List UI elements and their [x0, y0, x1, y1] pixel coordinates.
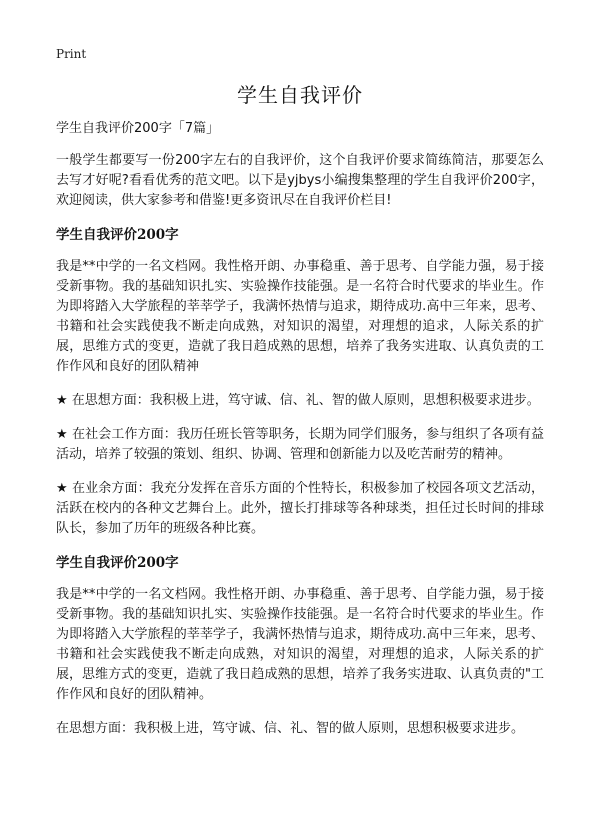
section-1 — [56, 225, 544, 539]
section-paragraph: 在思想方面：我积极上进，笃守诚、信、礼、智的做人原则，思想积极要求进步。 — [56, 721, 525, 736]
section-heading: 学生自我评价200字 — [56, 227, 179, 243]
document-subtitle: 学生自我评价200字「7篇」 — [56, 121, 220, 136]
section-paragraph: ★ 在社会工作方面：我历任班长管等职务，长期为同学们服务，参与组织了各项有益活动，培养了较强的策划、组织、协调、管理和创新能力以及吃苦耐劳的精神。 — [56, 427, 544, 462]
document-body — [56, 119, 544, 753]
print-link[interactable]: Print — [56, 47, 87, 61]
intro-paragraph: 一般学生都要写一份200字左右的自我评价，这个自我评价要求简练简洁，那要怎么去写才好呢?看看优秀的范文吧。以下是yjbys小编搜集整理的学生自我评价200字，欢迎阅读，供大家参考和借鉴!更多资讯尽在自我评价栏目! — [56, 153, 544, 208]
section-2 — [56, 553, 544, 739]
section-heading: 学生自我评价200字 — [56, 555, 179, 571]
section-paragraph: ★ 在业余方面：我充分发挥在音乐方面的个性特长，积极参加了校园各项文艺活动，活跃在校内的各种文艺舞台上。此外，擅长打排球等各种球类，担任过长时间的排球队长，参加了历年的班级各种比赛。 — [56, 481, 544, 536]
section-paragraph: 我是**中学的一名文档网。我性格开朗、办事稳重、善于思考、自学能力强，易于接受新事物。我的基础知识扎实、实验操作技能强。是一名符合时代要求的毕业生。作为即将踏入大学旅程的莘莘学子，我满怀热情与追求，期待成功.高中三年来，思考、书籍和社会实践使我不断走向成熟，对知识的渴望，对理想的追求，人际关系的扩展，思维方式的变更，造就了我日趋成熟的思想，培养了我务实进取、认真负责的"工作作风和良好的团队精神。 — [56, 587, 544, 702]
page-title: 学生自我评价 — [237, 83, 363, 107]
section-paragraph: ★ 在思想方面：我积极上进，笃守诚、信、礼、智的做人原则，思想积极要求进步。 — [56, 393, 540, 408]
section-paragraph: 我是**中学的一名文档网。我性格开朗、办事稳重、善于思考、自学能力强，易于接受新事物。我的基础知识扎实、实验操作技能强。是一名符合时代要求的毕业生。作为即将踏入大学旅程的莘莘学子，我满怀热情与追求，期待成功.高中三年来，思考、书籍和社会实践使我不断走向成熟，对知识的渴望，对理想的追求，人际关系的扩展，思维方式的变更，造就了我日趋成熟的思想，培养了我务实进取、认真负责的工作作风和良好的团队精神 — [56, 259, 544, 374]
